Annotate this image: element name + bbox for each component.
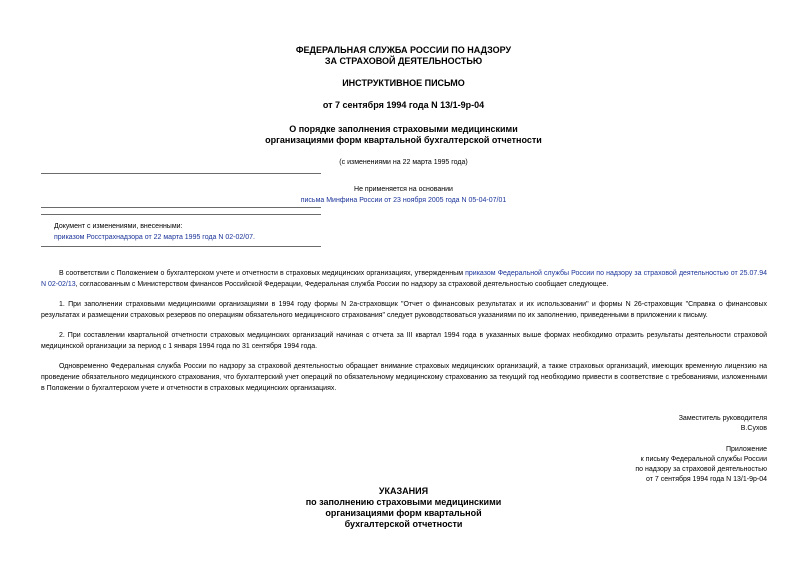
appendix-line1: Приложение [725, 446, 767, 453]
paragraph-notice: Одновременно Федеральная служба России по надзору за страховой деятельностью обращает внимание страховых медицинских организаций, а также страховых организаций, имеющих временную лицензию на проведение обязательного медицинского страхования, что бухгалтерский учет операций по обязательному медицинскому страхованию за текущий год необходимо привести в соответствие с требованиями, изложенными в Положении о бухгалтерском учете и отчетности в страховых медицинских организациях. [41, 363, 767, 392]
status-note-link[interactable]: письма Минфина России от 23 ноября 2005 года N 05-04-07/01 [300, 197, 507, 204]
document-date: от 7 сентября 1994 года N 13/1-9р-04 [322, 100, 485, 110]
paragraph-item-2: 2. При составлении квартальной отчетности страховых медицинских организаций начиная с отчета за III квартал 1994 года в указанных выше формах необходимо отразить результаты деятельности страховой медицинской организации за период с 1 января 1994 года по 31 сентября 1994 года. [41, 332, 767, 350]
amendments-note: (с изменениями на 22 марта 1995 года) [339, 159, 468, 166]
instructions-line4: бухгалтерской отчетности [344, 519, 463, 529]
signature-name: В.Сухов [740, 425, 767, 432]
document-subject-line1: О порядке заполнения страховыми медицинскими [289, 124, 518, 134]
document-subject-line2: организациями форм квартальной бухгалтерской отчетности [265, 135, 542, 145]
divider [41, 173, 321, 174]
divider [41, 214, 321, 215]
agency-name-line2: ЗА СТРАХОВОЙ ДЕЯТЕЛЬНОСТЬЮ [324, 56, 483, 66]
order-link[interactable]: приказом Федеральной службы России по надзору за страховой деятельностью от 25.07.94 N 02-02/13 [41, 270, 768, 288]
paragraph-item-1: 1. При заполнении страховыми медицинскими организациями в 1994 году формы N 2а-страховщик "Отчет о финансовых результатах и их использовании" и формы N 26-страховщик "Справка о финансовых результатах и размещении страховых резервов по операциям обязательного медицинского страхования" следует руководствоваться указаниями по их заполнению, приведенными в приложении к письму. [41, 301, 767, 319]
instructions-line3: организациями форм квартальной [325, 508, 482, 518]
instructions-line2: по заполнению страховыми медицинскими [305, 497, 502, 507]
divider [41, 207, 321, 208]
appendix-line4: от 7 сентября 1994 года N 13/1-9р-04 [646, 476, 767, 483]
instructions-title: УКАЗАНИЯ [378, 486, 429, 496]
appendix-line3: по надзору за страховой деятельностью [635, 466, 767, 473]
document-type: ИНСТРУКТИВНОЕ ПИСЬМО [342, 78, 465, 88]
appendix-line2: к письму Федеральной службы России [640, 456, 767, 463]
agency-name-line1: ФЕДЕРАЛЬНАЯ СЛУЖБА РОССИИ ПО НАДЗОРУ [295, 45, 512, 55]
divider [41, 246, 321, 247]
signature-title: Заместитель руководителя [678, 415, 767, 422]
paragraph-intro: В соответствии с Положением о бухгалтерском учете и отчетности в страховых медицинских организациях, утвержденным приказом Федеральной службы России по надзору за страховой деятельностью от 25.07.94 N 02-02/13, согласованным с Министерством финансов Российской Федерации, Федеральная служба России по надзору за страховой деятельностью сообщает следующее. [41, 270, 768, 288]
changes-link[interactable]: приказом Росстрахнадзора от 22 марта 1995 года N 02-02/07. [54, 234, 255, 241]
changes-label: Документ с изменениями, внесенными: [54, 223, 183, 230]
status-note: Не применяется на основании [354, 186, 453, 193]
